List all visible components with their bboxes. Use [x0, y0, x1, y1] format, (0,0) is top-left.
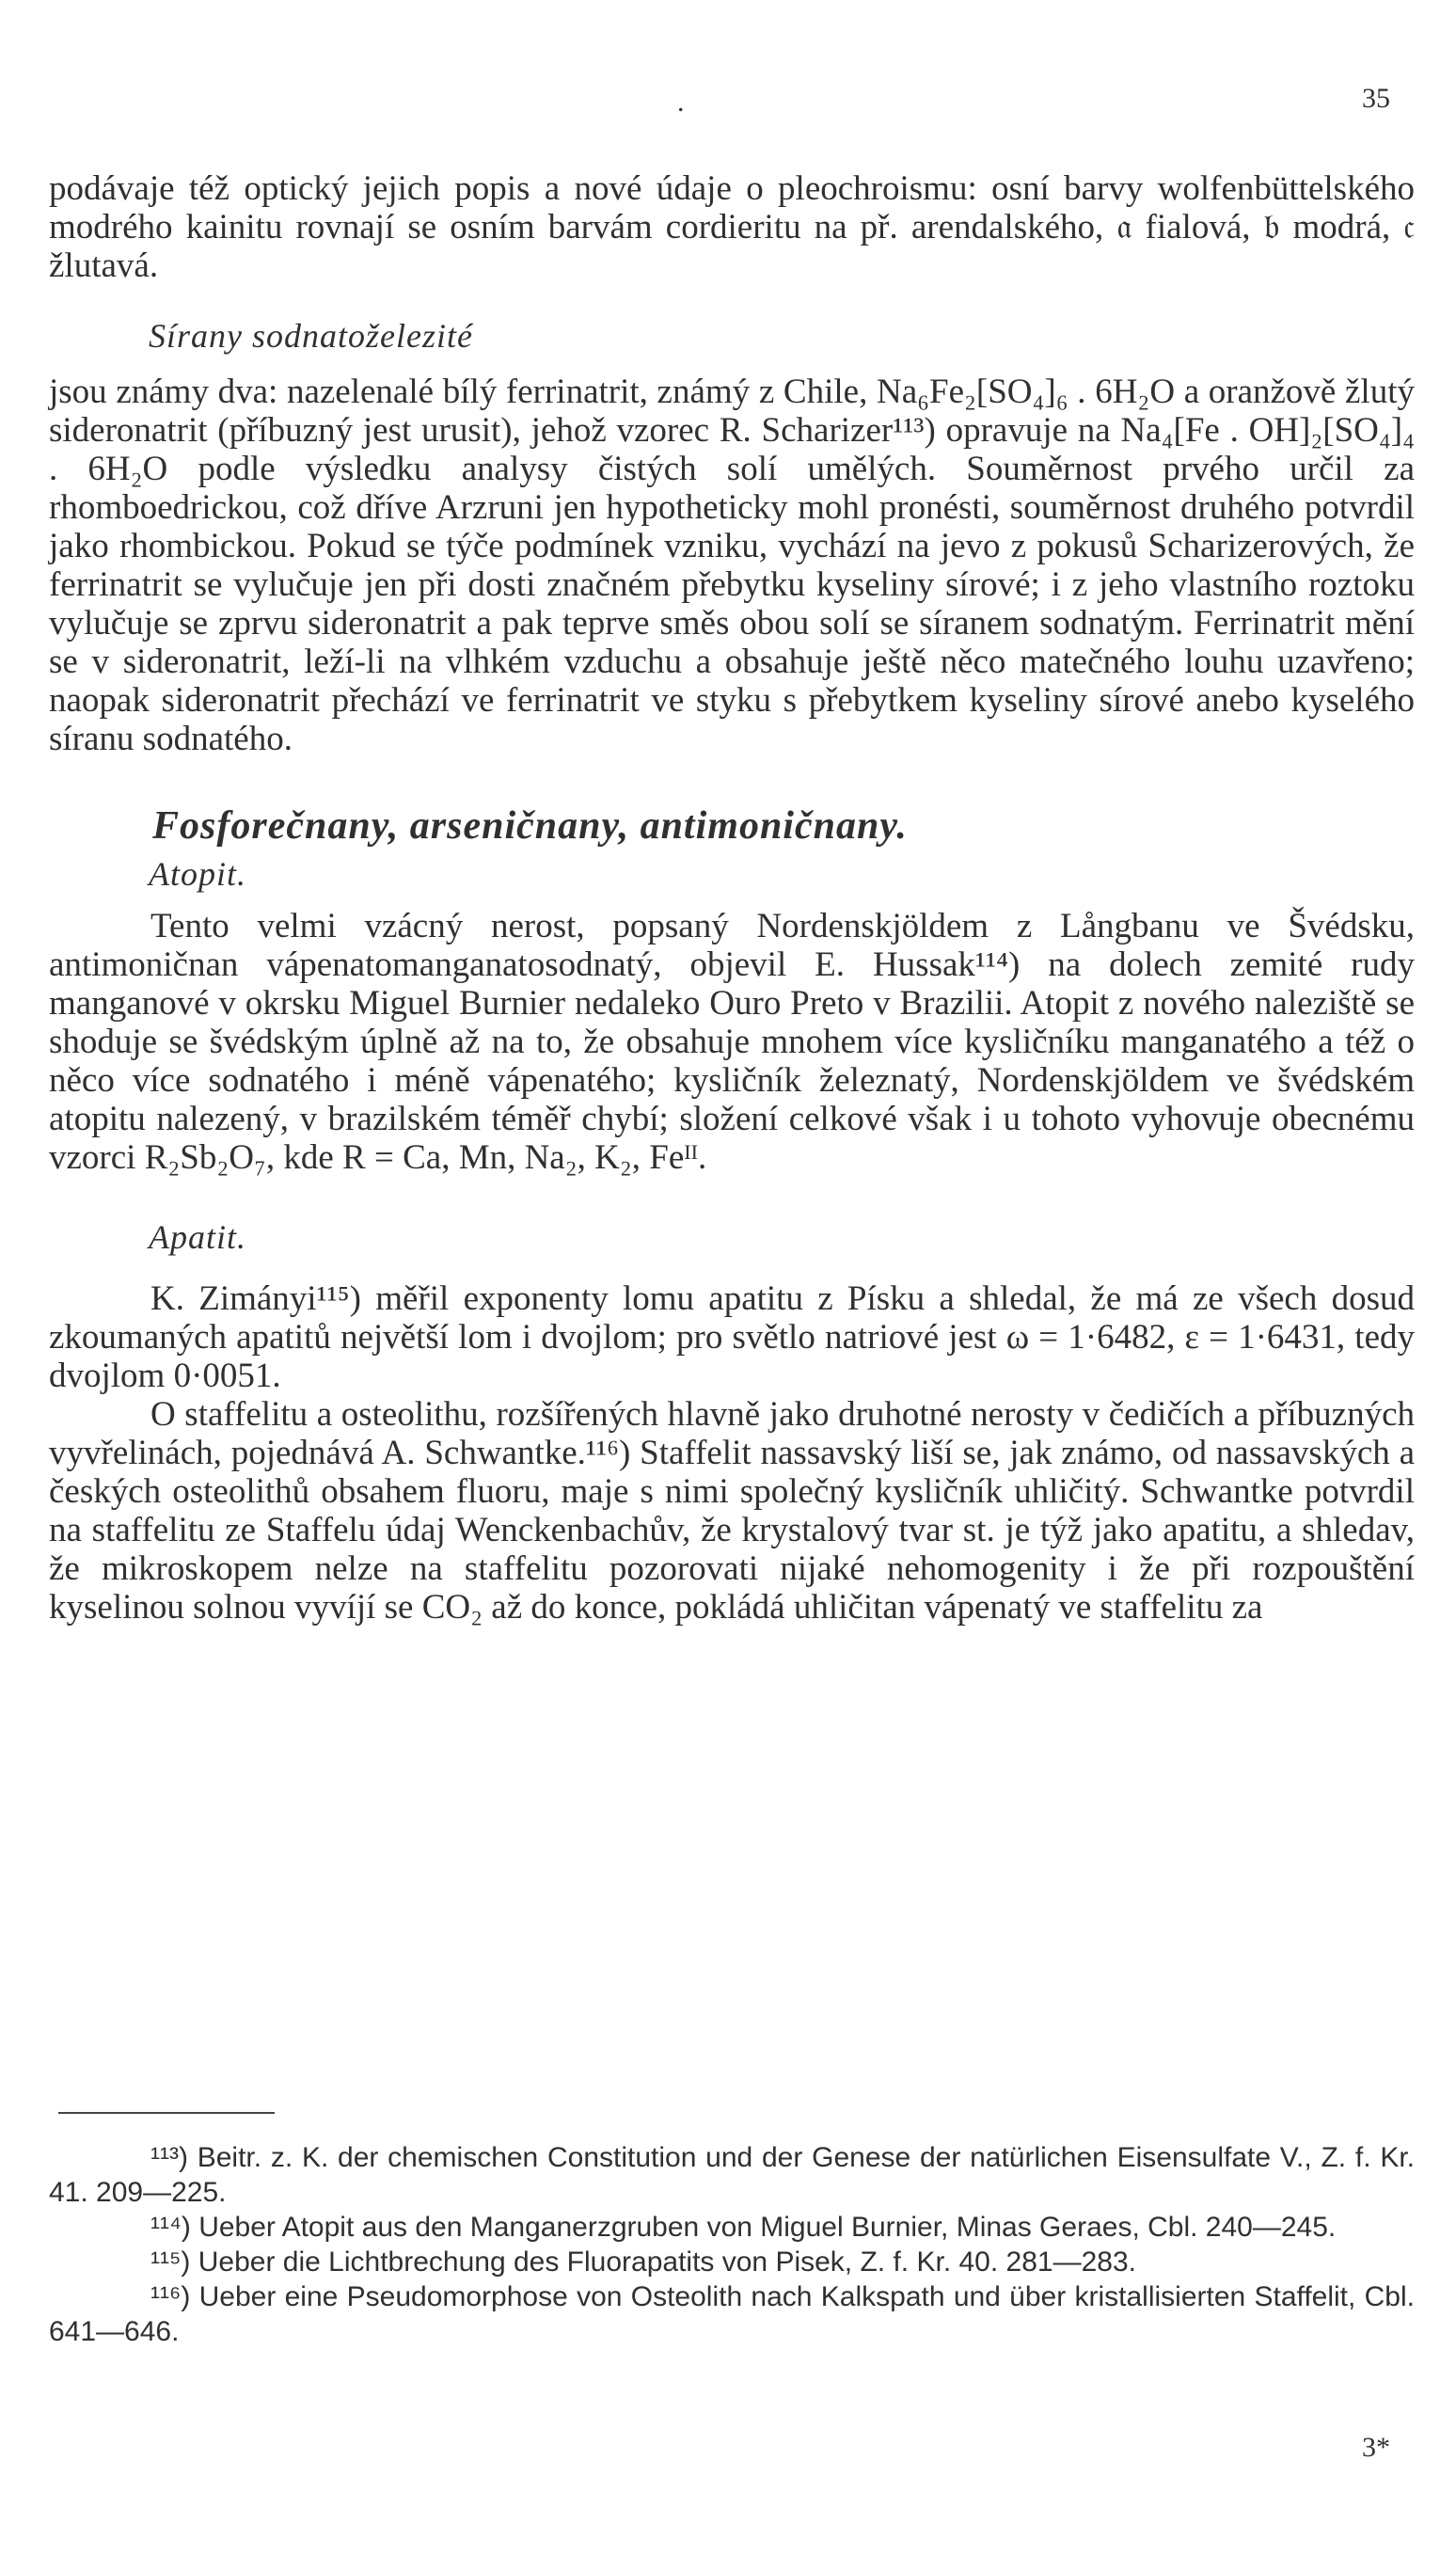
footnotes [49, 2140, 1415, 2349]
section-heading: Fosforečnany, arseničnany, antimoničnany. [152, 804, 908, 848]
signature-mark: 3* [1362, 2432, 1390, 2463]
footnote-114: ¹¹⁴) Ueber Atopit aus den Manganerzgruben von Miguel Burnier, Minas Geraes, Cbl. 240—245. [150, 2212, 1337, 2243]
paragraph-continuation: podávaje též optický jejich popis a nové údaje o pleochroismu: osní barvy wolfenbüttelského modrého kainitu rovnají se osním barvám cordieritu na př. arendalského, 𝔞 fialová, 𝔟 modrá, 𝔠 žlutavá. [49, 169, 1415, 285]
subheading-apatit: Apatit. [149, 1218, 246, 1256]
footnote-113: ¹¹³) Beitr. z. K. der chemischen Constitution und der Genese der natürlichen Eisensulfate V., Z. f. Kr. 41. 209—225. [49, 2142, 1415, 2208]
paragraph-apatit-2: O staffelitu a osteolithu, rozšířených hlavně jako druhotné nerosty v čedičích a příbuzných vyvřelinách, pojednává A. Schwantke.¹¹⁶) Staffelit nassavský liší se, jak známo, od nassavských a českých osteolithů obsahem fluoru, maje s nimi společný kysličník uhličitý. Schwantke potvrdil na staffelitu ze Staffelu údaj Wenckenbachův, že krystalový tvar st. je týž jako apatitu, a shledav, že mikroskopem nelze na staffelitu pozorovati nijaké nehomogenity i že při rozpouštění kyselinou solnou vyvíjí se CO₂ až do konce, pokládá uhličitan vápenatý ve staffelitu za [49, 1395, 1415, 1627]
footnote-divider [58, 2112, 275, 2114]
footnote-115: ¹¹⁵) Ueber die Lichtbrechung des Fluorapatits von Pisek, Z. f. Kr. 40. 281—283. [150, 2246, 1136, 2278]
main-text [49, 169, 1415, 1627]
page-number: 35 [1362, 83, 1390, 114]
paragraph-sirany: jsou známy dva: nazelenalé bílý ferrinatrit, známý z Chile, Na₆Fe₂[SO₄]₆ . 6H₂O a oranžově žlutý sideronatrit (příbuzný jest urusit), jehož vzorec R. Scharizer¹¹³) opravuje na Na₄[Fe . OH]₂[SO₄]₄ . 6H₂O podle výsledku analysy čistých solí umělých. Souměrnost prvého určil za rhomboedrickou, což dříve Arzruni jen hypotheticky mohl pronésti, souměrnost druhého potvrdil jako rhombickou. Pokud se týče podmínek vzniku, vychází na jevo z pokusů Scharizerových, že ferrinatrit se vylučuje jen při dosti značném přebytku kyseliny sírové; i z jeho vlastního roztoku vylučuje se zprvu sideronatrit a pak teprve směs obou solí se síranem sodnatým. Ferrinatrit mění se v sideronatrit, leží-li na vlhkém vzduchu a obsahuje ještě něco matečného louhu uzavřeno; naopak sideronatrit přechází ve ferrinatrit ve styku s přebytkem kyseliny sírové anebo kyselého síranu sodnatého. [49, 373, 1415, 758]
subheading-atopit: Atopit. [149, 855, 246, 893]
paragraph-apatit-1: K. Zimányi¹¹⁵) měřil exponenty lomu apatitu z Písku a shledal, že má ze všech dosud zkoumaných apatitů největší lom i dvojlom; pro světlo natriové jest ω = 1·6482, ε = 1·6431, tedy dvojlom 0·0051. [49, 1279, 1415, 1395]
footnote-116: ¹¹⁶) Ueber eine Pseudomorphose von Osteolith nach Kalkspath und über kristallisierten Staffelit, Cbl. 641—646. [49, 2281, 1415, 2347]
paragraph-atopit: Tento velmi vzácný nerost, popsaný Nordenskjöldem z Långbanu ve Švédsku, antimoničnan vápenatomanganatosodnatý, objevil E. Hussak¹¹⁴) na dolech zemité rudy manganové v okrsku Miguel Burnier nedaleko Ouro Preto v Brazilii. Atopit z nového naleziště se shoduje se švédským úplně až na to, že obsahuje mnohem více kysličníku manganatého a též o něco více sodnatého i méně vápenatého; kysličník železnatý, Nordenskjöldem ve švédském atopitu nalezený, v brazilském téměř chybí; složení celkové však i u tohoto vyhovuje obecnému vzorci R₂Sb₂O₇, kde R = Ca, Mn, Na₂, K₂, Feᴵᴵ. [49, 907, 1415, 1177]
header-dot: . [677, 87, 685, 118]
subheading-sirany: Sírany sodnatoželezité [149, 317, 473, 355]
